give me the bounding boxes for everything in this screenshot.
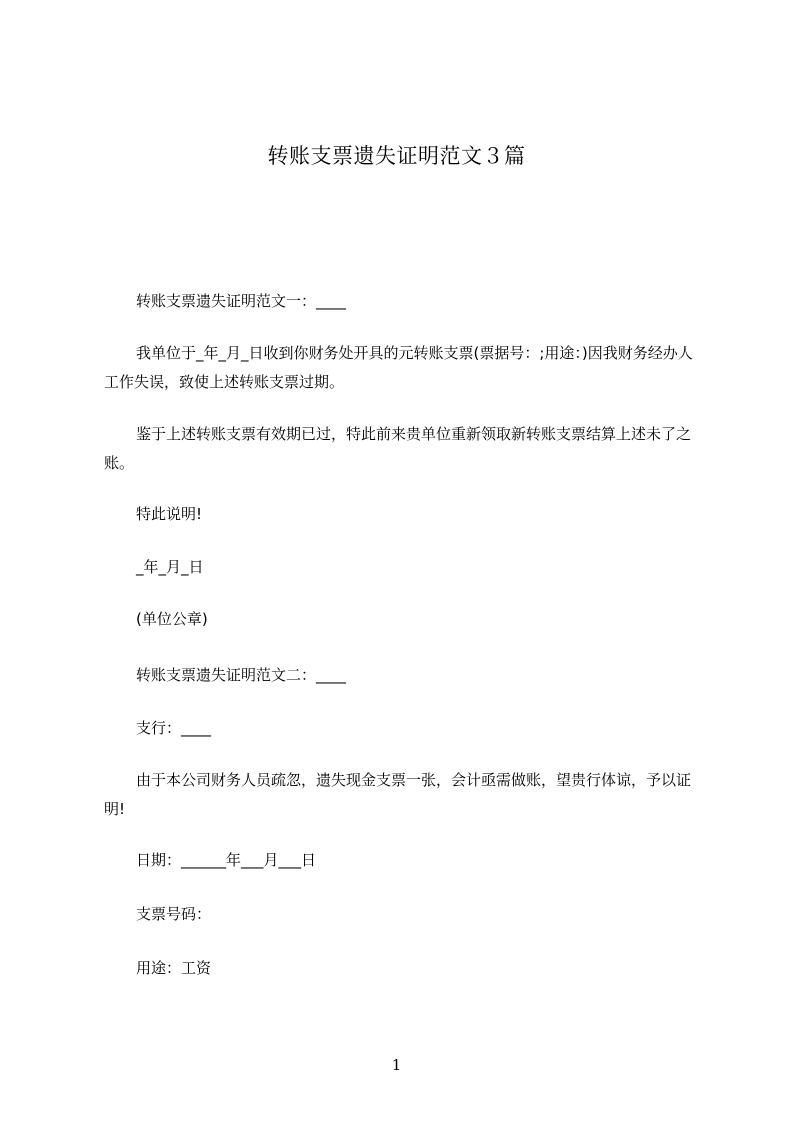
paragraph-reissue: 鉴于上述转账支票有效期已过，特此前来贵单位重新领取新转账支票结算上述未了之账。 (104, 425, 692, 472)
paragraph-receipt: 我单位于_年_月_日收到你财务处开具的元转账支票(票据号：;用途：)因我财务经办人工作失误，致使上述转账支票过期。 (104, 344, 693, 391)
section-heading-2: 转账支票遗失证明范文二：____ (136, 666, 347, 684)
page-number: 1 (391, 1056, 402, 1074)
document-title: 转账支票遗失证明范文３篇 (267, 144, 526, 168)
section-heading-1: 转账支票遗失证明范文一：____ (136, 292, 347, 310)
paragraph-date-1: _年_月_日 (136, 558, 204, 576)
paragraph-branch: 支行：____ (136, 719, 212, 737)
paragraph-statement: 特此说明! (136, 505, 203, 523)
paragraph-loss: 由于本公司财务人员疏忽，遗失现金支票一张，会计亟需做账，望贵行体谅，予以证明! (104, 771, 692, 818)
paragraph-check-number: 支票号码： (136, 905, 212, 923)
paragraph-purpose: 用途：工资 (136, 959, 212, 977)
paragraph-seal: (单位公章) (136, 610, 208, 628)
paragraph-date-2: 日期：______年___月___日 (136, 851, 317, 869)
